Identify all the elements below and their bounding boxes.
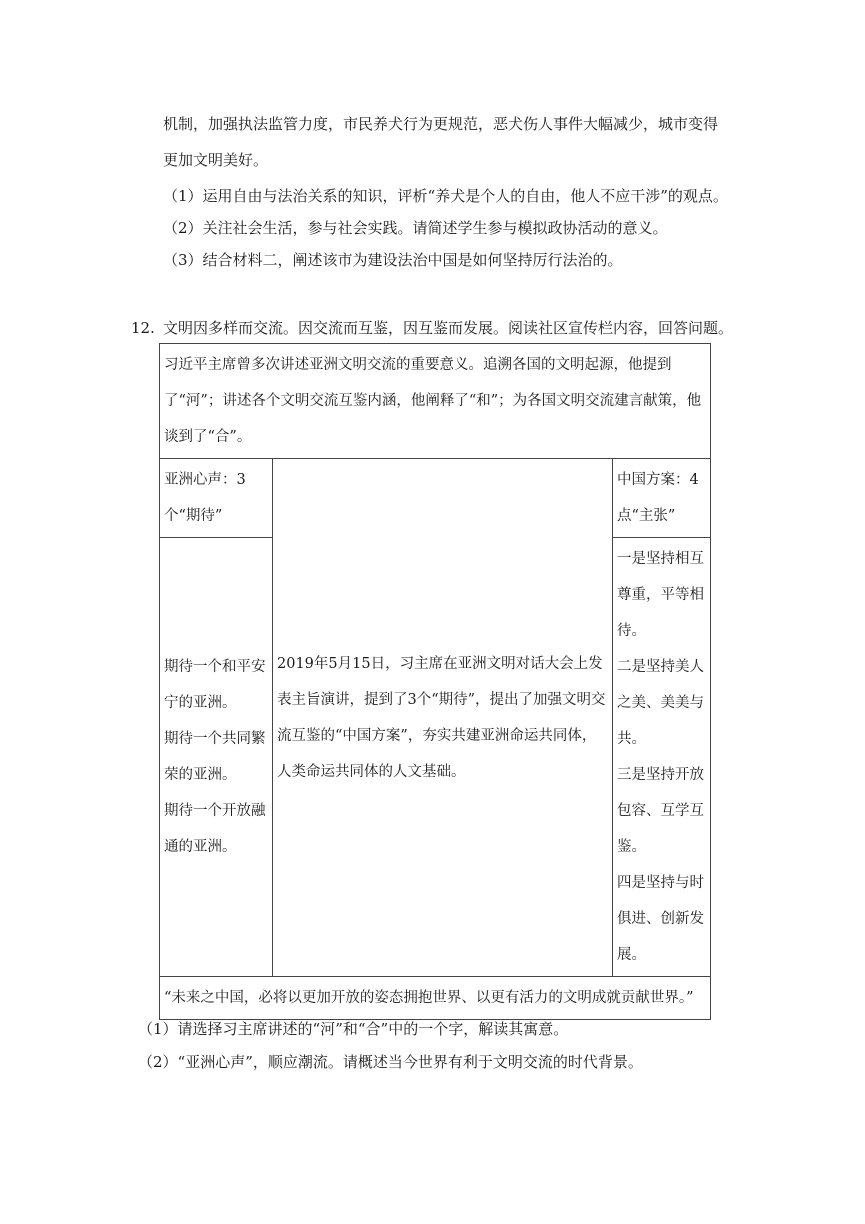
speech-summary-text: 2019年5月15日，习主席在亚洲文明对话大会上发表主旨演讲，提到了3个“期待”，提出了加强文明交流互鉴的“中国方案”，夯实共建亚洲命运共同体，人类命运共同体的人文基础。 xyxy=(277,655,606,780)
asia-voice-header: 亚洲心声：3个“期待” xyxy=(164,472,246,524)
asia-voice-item: 期待一个开放融通的亚洲。 xyxy=(164,803,266,855)
intro-line-2: 更加文明美好。 xyxy=(163,151,269,169)
question-12-part-1: （1）请选择习主席讲述的“河”和“合”中的一个字，解读其寓意。 xyxy=(138,1020,569,1038)
question-12-number: 12. xyxy=(131,319,155,337)
bulletin-intro-cell xyxy=(160,344,711,459)
intro-line-1: 机制，加强执法监管力度，市民养犬行为更规范，恶犬伤人事件大幅减少，城市变得 xyxy=(163,115,719,133)
question-11-part-3: （3）结合材料二，阐述该市为建设法治中国是如何坚持厉行法治的。 xyxy=(163,251,623,269)
china-plan-item: 四是坚持与时俱进、创新发展。 xyxy=(617,875,704,963)
china-plan-item: 三是坚持开放包容、互学互鉴。 xyxy=(617,767,704,855)
bulletin-table xyxy=(159,343,711,1020)
china-plan-item: 一是坚持相互尊重，平等相待。 xyxy=(617,551,704,639)
question-11-part-1: （1）运用自由与法治关系的知识，评析“养犬是个人的自由，他人不应干涉”的观点。 xyxy=(163,187,728,205)
bulletin-intro-text: 习近平主席曾多次讲述亚洲文明交流的重要意义。追溯各国的文明起源，他提到了“河”；讲述各个文明交流互鉴内涵，他阐释了“和”；为各国文明交流建言献策，他谈到了“合”。 xyxy=(164,357,702,445)
question-12-part-2: （2）“亚洲心声”，顺应潮流。请概述当今世界有利于文明交流的时代背景。 xyxy=(138,1053,643,1071)
asia-voice-item: 期待一个共同繁荣的亚洲。 xyxy=(164,731,266,783)
bulletin-quote-text: “未来之中国，必将以更加开放的姿态拥抱世界、以更有活力的文明成就贡献世界。” xyxy=(164,990,694,1006)
question-11-part-2: （2）关注社会生活，参与社会实践。请简述学生参与模拟政协活动的意义。 xyxy=(163,219,668,237)
asia-voice-items-cell xyxy=(160,538,273,977)
asia-voice-header-cell xyxy=(160,459,273,538)
china-plan-item: 二是坚持美人之美、美美与共。 xyxy=(617,659,704,747)
bulletin-quote-cell xyxy=(160,977,711,1020)
bulletin-header-row xyxy=(160,459,711,538)
speech-summary-cell xyxy=(273,459,613,977)
china-plan-items-cell xyxy=(613,538,711,977)
china-plan-header: 中国方案：4点“主张” xyxy=(617,472,699,524)
china-plan-header-cell xyxy=(613,459,711,538)
asia-voice-item: 期待一个和平安宁的亚洲。 xyxy=(164,659,266,711)
bulletin-bottom-row xyxy=(160,977,711,1020)
question-12-stem: 文明因多样而交流。因交流而互鉴，因互鉴而发展。阅读社区宣传栏内容，回答问题。 xyxy=(163,319,734,337)
bulletin-top-row xyxy=(160,344,711,459)
